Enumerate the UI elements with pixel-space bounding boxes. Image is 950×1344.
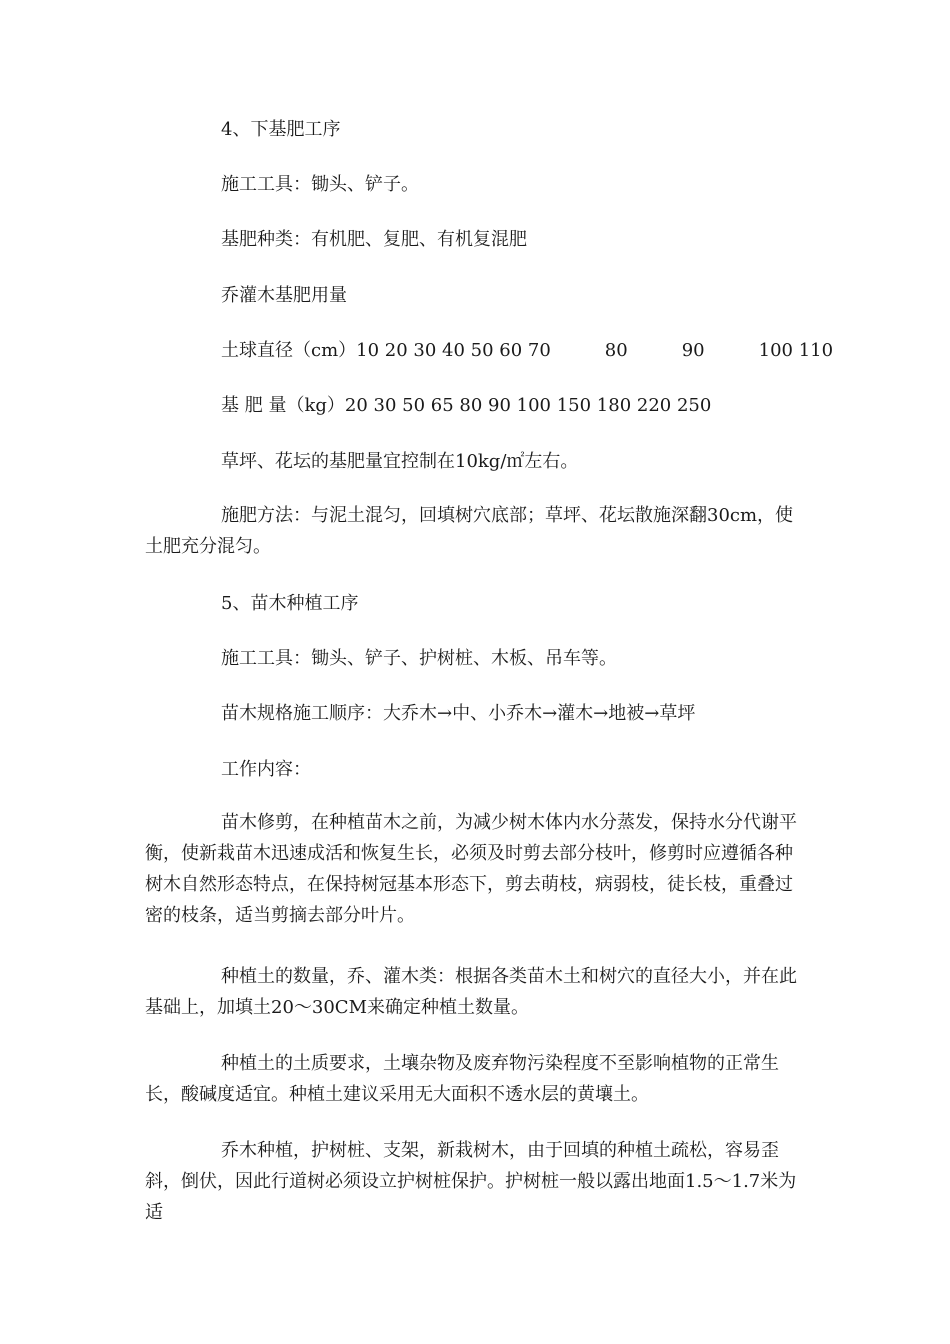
paragraph-work-content-heading: 工作内容： — [221, 759, 311, 780]
paragraph-planting-order: 苗木规格施工顺序：大乔木→中、小乔木→灌木→地被→草坪 — [221, 703, 696, 724]
paragraph-lawn-fertilizer: 草坪、花坛的基肥量宜控制在10kg/㎡左右。 — [221, 451, 579, 472]
paragraph-tree-planting: 乔木种植，护树桩、支架，新栽树木，由于回填的种植土疏松，容易歪斜，倒伏，因此行道树必须设立护树桩保护。护树桩一般以露出地面1.5～1.7米为适 — [145, 1140, 797, 1223]
paragraph-soil-ball-diameter: 土球直径（cm）10 20 30 40 50 60 70 80 90 100 110 — [221, 340, 834, 361]
paragraph-fertilizing-method: 施肥方法：与泥土混匀，回填树穴底部；草坪、花坛散施深翻30cm，使土肥充分混匀。 — [145, 505, 794, 557]
paragraph-soil-quantity: 种植土的数量，乔、灌木类：根据各类苗木土和树穴的直径大小，并在此基础上，加填土20～30CM来确定种植土数量。 — [145, 966, 797, 1018]
paragraph-tools-2: 施工工具：锄头、铲子、护树桩、木板、吊车等。 — [221, 648, 617, 669]
paragraph-pruning: 苗木修剪，在种植苗木之前，为减少树木体内水分蒸发，保持水分代谢平衡，使新栽苗木迅速成活和恢复生长，必须及时剪去部分枝叶，修剪时应遵循各种树木自然形态特点，在保持树冠基本形态下，剪去萌枝，病弱枝，徒长枝，重叠过密的枝条，适当剪摘去部分叶片。 — [145, 812, 797, 926]
paragraph-fertilizer-usage-heading: 乔灌木基肥用量 — [221, 285, 347, 306]
paragraph-soil-quality: 种植土的土质要求，土壤杂物及废弃物污染程度不至影响植物的正常生长，酸碱度适宜。种植土建议采用无大面积不透水层的黄壤土。 — [145, 1053, 779, 1105]
paragraph-fertilizer-types: 基肥种类：有机肥、复肥、有机复混肥 — [221, 229, 527, 250]
paragraph-tools-1: 施工工具：锄头、铲子。 — [221, 174, 419, 195]
section-heading-4: 4、下基肥工序 — [221, 119, 341, 140]
paragraph-fertilizer-amount: 基 肥 量（kg）20 30 50 65 80 90 100 150 180 220 250 — [221, 395, 712, 416]
section-heading-5: 5、苗木种植工序 — [221, 593, 359, 614]
